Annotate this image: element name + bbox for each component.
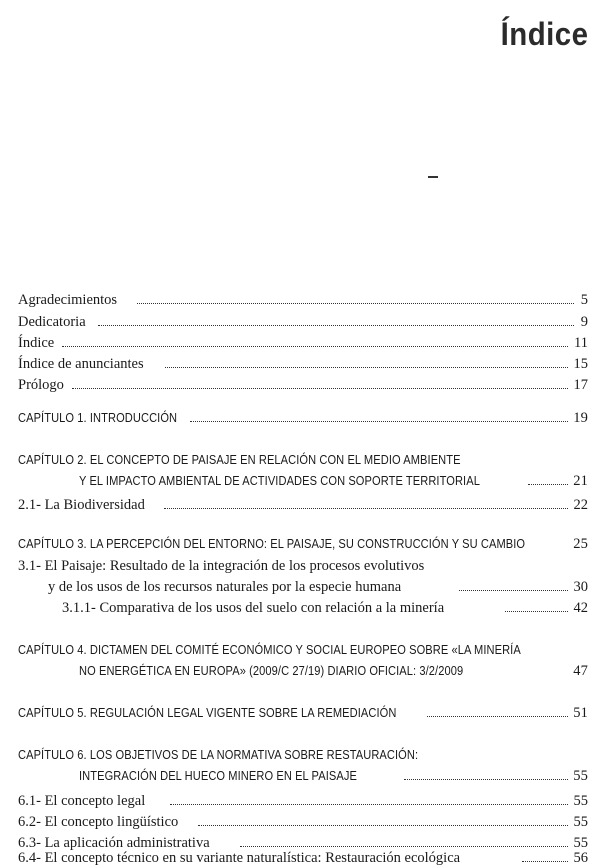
dot-leader — [164, 508, 568, 509]
toc-entry-label: CAPÍTULO 2. EL CONCEPTO DE PAISAJE EN RELACIÓN CON EL MEDIO AMBIENTE — [18, 453, 461, 467]
toc-entry-dedicatoria[interactable] — [0, 312, 600, 332]
toc-entry-label: 3.1- El Paisaje: Resultado de la integración de los procesos evolutivos — [18, 558, 425, 574]
toc-entry-label: CAPÍTULO 6. LOS OBJETIVOS DE LA NORMATIVA SOBRE RESTAURACIÓN: — [18, 748, 419, 762]
toc-entry-label: 6.1- El concepto legal — [18, 793, 146, 809]
dot-leader — [427, 716, 568, 717]
toc-entry-page: 11 — [574, 335, 588, 351]
toc-entry-capitulo-2-cont[interactable] — [0, 471, 600, 491]
toc-entry-capitulo-6[interactable] — [0, 745, 600, 765]
toc-entry-label: 6.2- El concepto lingüístico — [18, 814, 179, 830]
toc-entry-label: Índice — [18, 335, 55, 351]
toc-entry-capitulo-4-cont[interactable] — [0, 661, 600, 681]
toc-entry-label: CAPÍTULO 1. INTRODUCCIÓN — [18, 411, 178, 425]
dot-leader — [137, 303, 574, 304]
dot-leader — [505, 611, 568, 612]
dot-leader — [98, 325, 574, 326]
toc-entry-capitulo-6-cont[interactable] — [0, 766, 600, 786]
toc-entry-label: 6.4- El concepto técnico en su variante naturalística: Restauración ecológica — [18, 850, 461, 866]
dot-leader — [522, 861, 568, 862]
toc-entry-capitulo-3[interactable] — [0, 534, 600, 554]
toc-entry-label: 3.1.1- Comparativa de los usos del suelo con relación a la minería — [62, 600, 445, 616]
toc-entry-page: 55 — [573, 835, 588, 851]
toc-entry-page: 55 — [573, 814, 588, 830]
toc-entry-label: Y EL IMPACTO AMBIENTAL DE ACTIVIDADES CON SOPORTE TERRITORIAL — [79, 474, 480, 488]
toc-entry-capitulo-4[interactable] — [0, 640, 600, 660]
toc-entry-page: 15 — [573, 356, 588, 372]
toc-entry-page: 55 — [573, 768, 588, 784]
toc-entry-6-1[interactable] — [0, 791, 600, 811]
toc-entry-page: 55 — [573, 793, 588, 809]
toc-entry-indice[interactable] — [0, 333, 600, 353]
toc-entry-agradecimientos[interactable] — [0, 290, 600, 310]
toc-entry-page: 51 — [573, 705, 588, 721]
toc-entry-indice-anunciantes[interactable] — [0, 354, 600, 374]
toc-entry-label: 2.1- La Biodiversidad — [18, 497, 145, 513]
toc-entry-page: 21 — [573, 473, 588, 489]
dot-leader — [528, 484, 568, 485]
toc-entry-page: 56 — [573, 850, 588, 866]
dot-leader — [459, 590, 568, 591]
toc-entry-6-2[interactable] — [0, 812, 600, 832]
toc-entry-label: NO ENERGÉTICA EN EUROPA» (2009/C 27/19) DIARIO OFICIAL: 3/2/2009 — [79, 664, 464, 678]
toc-entry-label: CAPÍTULO 5. REGULACIÓN LEGAL VIGENTE SOBRE LA REMEDIACIÓN — [18, 706, 397, 720]
toc-entry-capitulo-2[interactable] — [0, 450, 600, 470]
toc-entry-label: Agradecimientos — [18, 292, 118, 308]
dot-leader — [190, 421, 568, 422]
toc-entry-page: 5 — [580, 292, 588, 308]
toc-entry-3-1[interactable] — [0, 556, 600, 576]
dot-leader — [62, 346, 568, 347]
dot-leader — [72, 388, 568, 389]
toc-entry-label: CAPÍTULO 3. LA PERCEPCIÓN DEL ENTORNO: EL PAISAJE, SU CONSTRUCCIÓN Y SU CAMBIO — [18, 537, 526, 551]
toc-entry-page: 17 — [573, 377, 588, 393]
scan-mark — [428, 176, 438, 178]
toc-entry-label: Índice de anunciantes — [18, 356, 144, 372]
dot-leader — [170, 804, 568, 805]
toc-entry-3-1-cont[interactable] — [0, 577, 600, 597]
toc-entry-6-4[interactable] — [0, 848, 600, 868]
toc-entry-page: 22 — [573, 497, 588, 513]
toc-entry-label: Prólogo — [18, 377, 64, 393]
toc-entry-capitulo-5[interactable] — [0, 703, 600, 723]
toc-entry-capitulo-1[interactable] — [0, 408, 600, 428]
toc-entry-page: 42 — [573, 600, 588, 616]
toc-entry-2-1[interactable] — [0, 495, 600, 515]
toc-entry-page: 25 — [573, 536, 588, 552]
toc-entry-page: 47 — [573, 663, 588, 679]
toc-entry-label: 6.3- La aplicación administrativa — [18, 835, 210, 851]
toc-entry-label: CAPÍTULO 4. DICTAMEN DEL COMITÉ ECONÓMICO Y SOCIAL EUROPEO SOBRE «LA MINERÍA — [18, 643, 521, 657]
toc-entry-label: INTEGRACIÓN DEL HUECO MINERO EN EL PAISAJE — [79, 769, 357, 783]
dot-leader — [404, 779, 568, 780]
toc-entry-page: 9 — [580, 314, 588, 330]
toc-entry-label: y de los usos de los recursos naturales por la especie humana — [48, 579, 402, 595]
toc-entry-3-1-1[interactable] — [0, 598, 600, 618]
toc-entry-page: 19 — [573, 410, 588, 426]
toc-entry-label: Dedicatoria — [18, 314, 86, 330]
dot-leader — [198, 825, 568, 826]
dot-leader — [240, 846, 568, 847]
dot-leader — [165, 367, 568, 368]
page-title: Índice — [500, 16, 588, 52]
toc-entry-page: 30 — [573, 579, 588, 595]
toc-entry-prologo[interactable] — [0, 375, 600, 395]
